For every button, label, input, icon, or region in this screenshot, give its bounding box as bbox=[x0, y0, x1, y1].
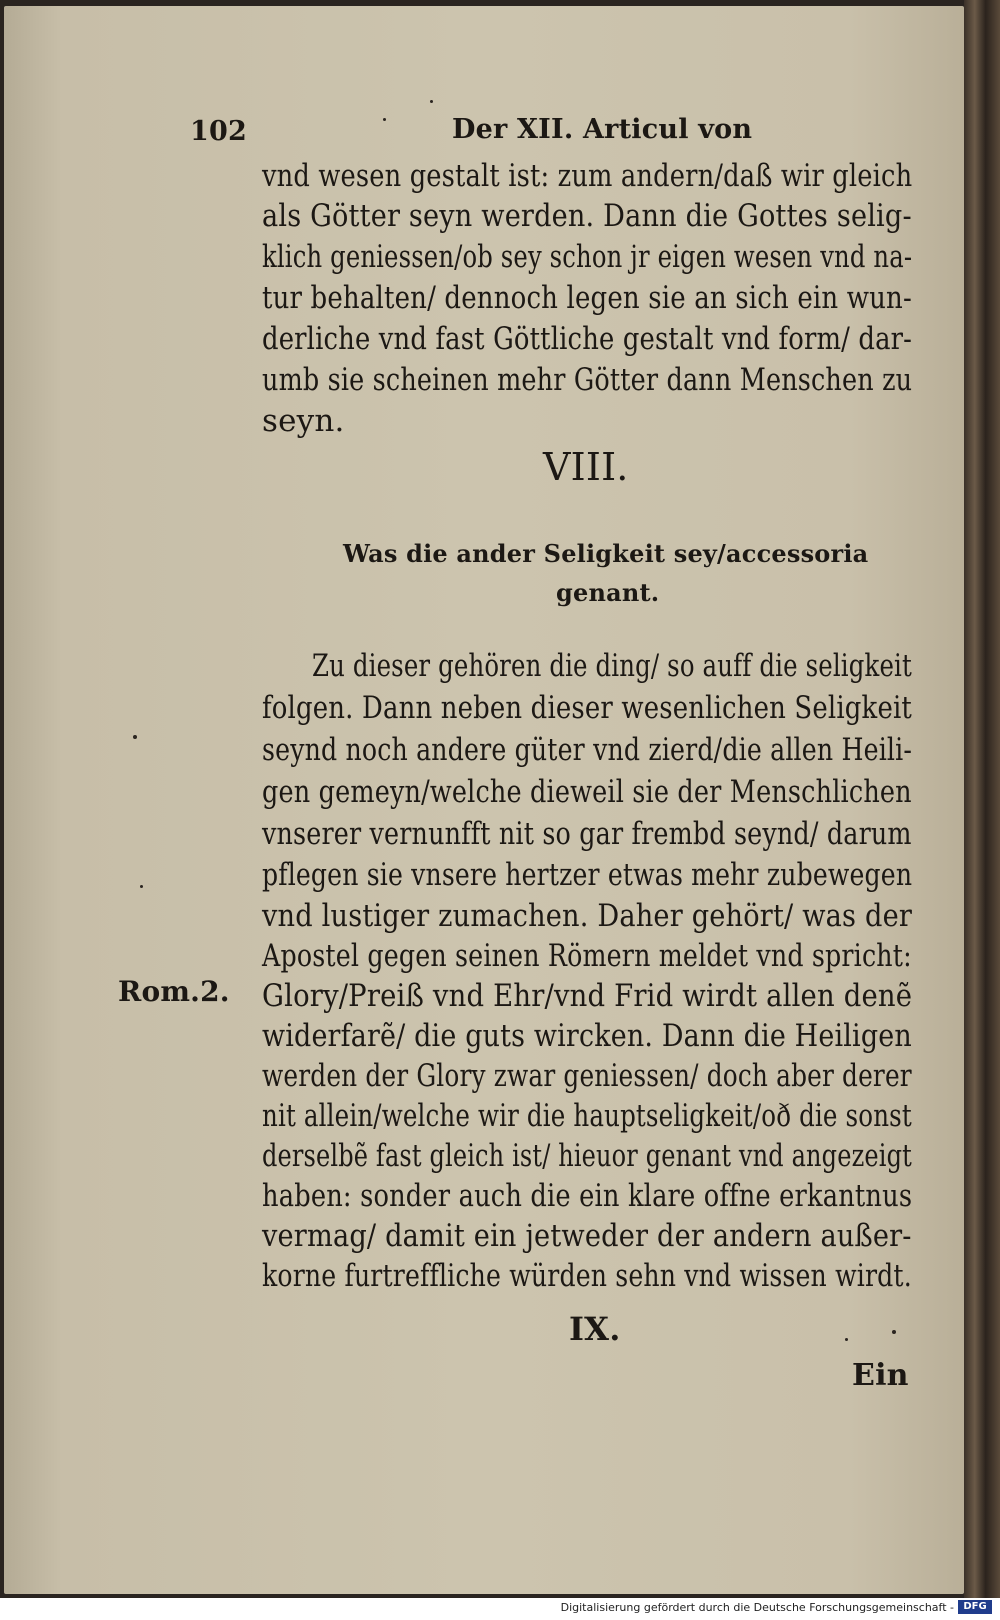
page-number: 102 bbox=[190, 116, 247, 147]
text-line: Apostel gegen seinen Römern meldet vnd spricht: bbox=[262, 938, 912, 974]
ink-speck bbox=[383, 118, 386, 121]
ink-speck bbox=[845, 1338, 848, 1341]
book-edge bbox=[964, 0, 1000, 1598]
section-title-line: Was die ander Seligkeit sey/accessoria bbox=[343, 539, 869, 568]
text-line: seyn. bbox=[262, 403, 345, 439]
text-line: werden der Glory zwar geniessen/ doch aber derer bbox=[262, 1058, 912, 1094]
text-line: klich geniessen/ob sey schon jr eigen wesen vnd na- bbox=[262, 239, 913, 275]
text-line: Glory/Preiß vnd Ehr/vnd Frid wirdt allen denẽ bbox=[262, 978, 913, 1014]
text-line: gen gemeyn/welche dieweil sie der Menschlichen bbox=[262, 774, 912, 810]
text-line: folgen. Dann neben dieser wesenlichen Seligkeit bbox=[262, 690, 913, 726]
ink-speck bbox=[140, 885, 143, 888]
text-line: Zu dieser gehören die ding/ so auff die seligkeit bbox=[312, 648, 912, 684]
running-title: Der XII. Articul von bbox=[452, 114, 753, 145]
section-number: VIII. bbox=[543, 445, 629, 489]
text-line: vnd wesen gestalt ist: zum andern/daß wir gleich bbox=[262, 158, 913, 194]
text-line: haben: sonder auch die ein klare offne erkantnus bbox=[262, 1178, 913, 1214]
text-line: vnserer vernunfft nit so gar frembd seynd/ darum bbox=[262, 816, 912, 852]
text-line: vermag/ damit ein jetweder der andern außer- bbox=[262, 1218, 912, 1254]
section-title-line: genant. bbox=[556, 578, 660, 607]
dfg-logo: DFG bbox=[958, 1600, 992, 1614]
ink-speck bbox=[892, 1330, 896, 1334]
text-line: korne furtreffliche würden sehn vnd wissen wirdt. bbox=[262, 1258, 912, 1294]
text-line: vnd lustiger zumachen. Daher gehört/ was der bbox=[262, 898, 913, 934]
text-line: pflegen sie vnsere hertzer etwas mehr zubewegen bbox=[262, 857, 913, 893]
margin-note: Rom.2. bbox=[118, 975, 230, 1008]
text-line: als Götter seyn werden. Dann die Gottes selig- bbox=[262, 198, 912, 234]
text-line: seynd noch andere güter vnd zierd/die allen Heili- bbox=[262, 732, 913, 768]
text-line: derselbẽ fast gleich ist/ hieuor genant vnd angezeigt bbox=[262, 1138, 912, 1174]
text-line: nit allein/welche wir die hauptseligkeit/oð die sonst bbox=[262, 1098, 912, 1134]
ink-speck bbox=[430, 100, 433, 103]
catchword: Ein bbox=[852, 1358, 909, 1393]
next-section-number: IX. bbox=[569, 1310, 621, 1348]
text-line: widerfarẽ/ die guts wircken. Dann die Heiligen bbox=[262, 1018, 912, 1054]
footer-credit: Digitalisierung gefördert durch die Deutsche Forschungsgemeinschaft - bbox=[560, 1601, 954, 1614]
text-line: derliche vnd fast Göttliche gestalt vnd form/ dar- bbox=[262, 321, 913, 357]
text-line: umb sie scheinen mehr Götter dann Menschen zu bbox=[262, 362, 913, 398]
ink-speck bbox=[133, 735, 137, 739]
text-line: tur behalten/ dennoch legen sie an sich ein wun- bbox=[262, 280, 912, 316]
